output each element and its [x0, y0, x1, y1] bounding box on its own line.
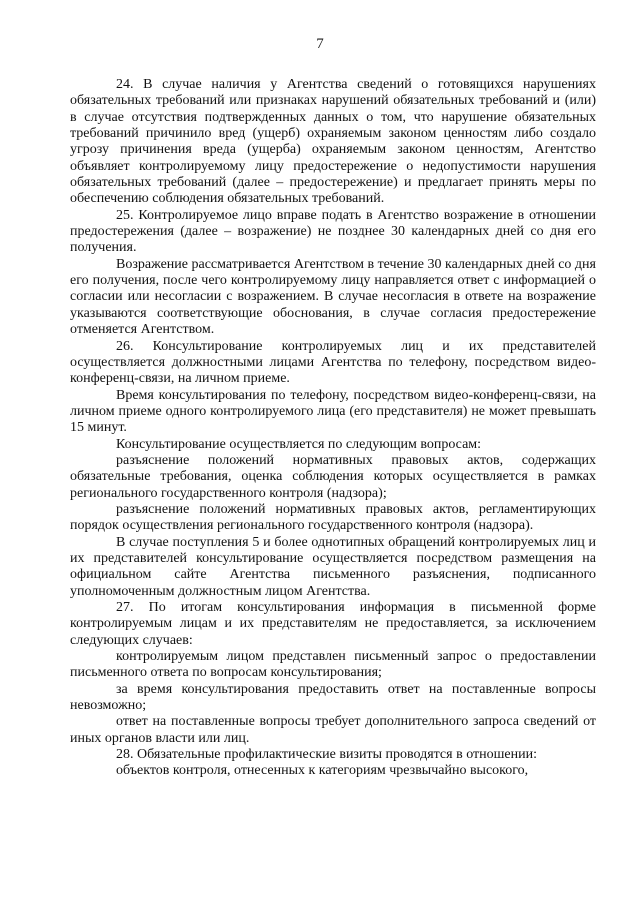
paragraph-objection-review: Возражение рассматривается Агентством в течение 30 календарных дней со дня его получения, после чего контролируемому лицу направляется ответ с информацией о согласии или несогласии с возражением. В случае несогласия в ответе на возражение указываются соответствующие обоснования, в случае согласия предостережение отменяется Агентством.	[70, 256, 596, 338]
list-item-exception-1: контролируемым лицом представлен письменный запрос о предоставлении письменного ответа по вопросам консультирования;	[70, 649, 596, 681]
paragraph-24: 24. В случае наличия у Агентства сведений о готовящихся нарушениях обязательных требований или признаках нарушений обязательных требований и (или) в случае отсутствия подтвержденных данных о том, что нарушение обязательных требований причинило вред (ущерб) охраняемым законом ценностям либо создало угрозу причинения вреда (ущерба) охраняемым законом ценностям, Агентство объявляет контролируемому лицу предостережение о недопустимости нарушения обязательных требований (далее – предостережение) и предлагает принять меры по обеспечению соблюдения обязательных требований.	[70, 77, 596, 207]
page-number: 7	[316, 36, 324, 52]
list-item-topic-2: разъяснение положений нормативных правовых актов, регламентирующих порядок осуществления регионального государственного контроля (надзора).	[70, 501, 596, 534]
paragraph-consultation-time: Время консультирования по телефону, посредством видео-конференц-связи, на личном приеме одного контролируемого лица (его представителя) не может превышать 15 минут.	[70, 387, 596, 436]
document-body	[70, 77, 596, 780]
paragraph-26: 26. Консультирование контролируемых лиц и их представителей осуществляется должностными лицами Агентства по телефону, посредством видео-конференц-связи, на личном приеме.	[70, 338, 596, 387]
paragraph-bulk-requests: В случае поступления 5 и более однотипных обращений контролируемых лиц и их представителей консультирование осуществляется посредством размещения на официальном сайте Агентства письменного разъяснения, подписанного уполномоченным должностным лицом Агентства.	[70, 534, 596, 599]
paragraph-25: 25. Контролируемое лицо вправе подать в Агентство возражение в отношении предостережения (далее – возражение) не позднее 30 календарных дней со дня его получения.	[70, 207, 596, 256]
paragraph-27: 27. По итогам консультирования информация в письменной форме контролируемым лицам и их представителям не предоставляется, за исключением следующих случаев:	[70, 600, 596, 648]
list-item-exception-3: ответ на поставленные вопросы требует дополнительного запроса сведений от иных органов власти или лиц.	[70, 714, 596, 746]
list-item-exception-2: за время консультирования предоставить ответ на поставленные вопросы невозможно;	[70, 681, 596, 714]
list-item-topic-1: разъяснение положений нормативных правовых актов, содержащих обязательные требования, оценка соблюдения которых осуществляется в рамках регионального государственного контроля (надзора);	[70, 452, 596, 501]
paragraph-28: 28. Обязательные профилактические визиты проводятся в отношении:	[116, 747, 537, 763]
paragraph-consultation-topics: Консультирование осуществляется по следующим вопросам:	[116, 436, 482, 452]
list-item-visit-objects: объектов контроля, отнесенных к категориям чрезвычайно высокого,	[116, 763, 529, 779]
